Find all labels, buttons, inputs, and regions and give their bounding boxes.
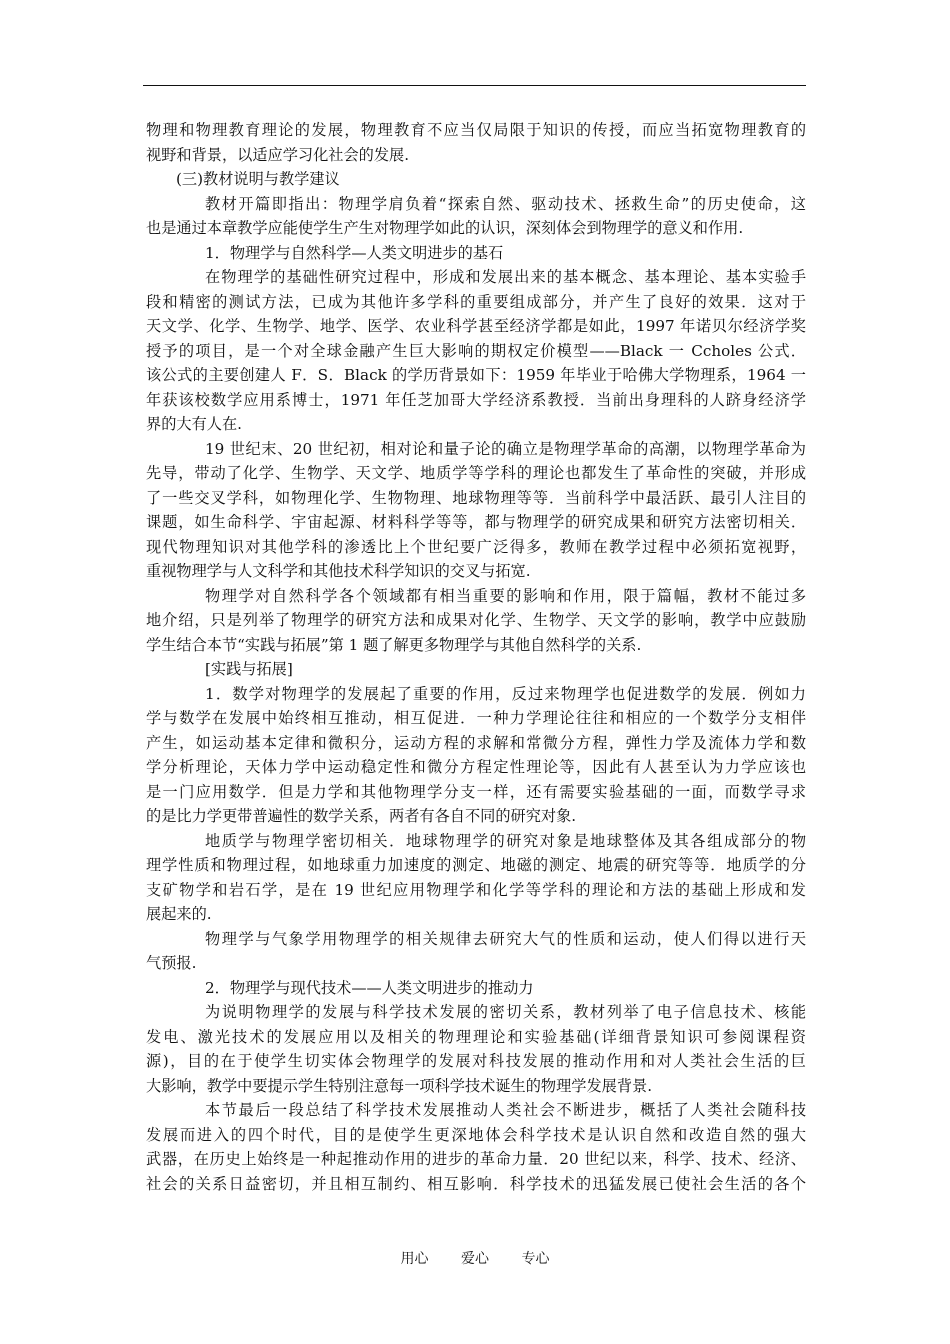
text-line: 大影响，教学中要提示学生特别注意每一项科学技术诞生的物理学发展背景. [146,1076,653,1095]
paragraph [146,1098,806,1196]
paragraph [146,167,806,192]
text-line: 地介绍，只是列举了物理学的研究方法和成果对化学、生物学、天文学的影响，教学中应鼓励 [146,611,806,629]
text-line: 在物理学的基础性研究过程中，形成和发展出来的基本概念、基本理论、基本实验手 [205,268,806,286]
text-line: 产生，如运动基本定律和微积分，运动方程的求解和常微分方程，弹性力学及流体力学和数 [146,733,806,752]
text-line: 发展而进入的四个时代，目的是使学生更深地体会科学技术是认识自然和改造自然的强大 [146,1125,806,1144]
text-line: 学生结合本节“实践与拓展”第 1 题了解更多物理学与其他自然科学的关系. [146,635,642,654]
text-line: 社会的关系日益密切，并且相互制约、相互影响．科学技术的迅猛发展已使社会生活的各个 [146,1174,806,1193]
text-line: 的是比力学更带普遍性的数学关系，两者有各自不同的研究对象. [146,807,577,825]
page-footer [0,1248,950,1268]
text-line: 武器，在历史上始终是一种起推动作用的进步的革命力量．20 世纪以来，科学、技术、经济、 [146,1150,806,1168]
paragraph [146,118,806,167]
text-line: 也是通过本章教学应能使学生产生对物理学如此的认识，深刻体会到物理学的意义和作用. [146,219,744,237]
text-line: [实践与拓展] [205,660,293,678]
paragraph [146,192,806,241]
text-line: 物理和物理教育理论的发展，物理教育不应当仅局限于知识的传授，而应当拓宽物理教育的 [146,121,806,139]
paragraph [146,976,806,1001]
paragraph [146,1000,806,1098]
text-line: 2．物理学与现代技术——人类文明进步的推动力 [205,978,534,997]
text-line: 课题，如生命科学、宇宙起源、材料科学等等，都与物理学的研究成果和研究方法密切相关． [146,513,806,531]
text-line: 教材开篇即指出：物理学肩负着“探索自然、驱动技术、拯救生命”的历史使命，这 [205,194,806,213]
text-line: 天文学、化学、生物学、地学、医学、农业科学甚至经济学都是如此，1997 年诺贝尔经济学奖 [146,317,806,335]
text-line: 气预报. [146,954,197,972]
text-line: 先导，带动了化学、生物学、天文学、地质学等学科的理论也都发生了革命性的突破，并形成 [146,464,806,482]
paragraph [146,682,806,829]
paragraph [146,584,806,658]
text-line: 界的大有人在. [146,415,242,433]
text-line: 展起来的. [146,905,212,923]
text-line: 理学性质和物理过程，如地球重力加速度的测定、地磁的测定、地震的研究等等．地质学的分 [146,856,806,874]
text-line: (三)教材说明与教学建议 [176,170,340,188]
footer-word: 专心 [521,1251,550,1267]
text-line: 重视物理学与人文科学和其他技术科学知识的交叉与拓宽. [146,562,531,580]
text-line: 学分析理论，天体力学中运动稳定性和微分方程定性理论等，因此有人甚至认为力学应该也 [146,758,806,776]
text-line: 1．数学对物理学的发展起了重要的作用，反过来物理学也促进数学的发展．例如力 [205,684,806,703]
text-line: 本节最后一段总结了科学技术发展推动人类社会不断进步，概括了人类社会随科技 [205,1101,806,1119]
text-line: 为说明物理学的发展与科学技术发展的密切关系，教材列举了电子信息技术、核能 [205,1003,806,1021]
text-line: 现代物理知识对其他学科的渗透比上个世纪要广泛得多，教师在教学过程中必须拓宽视野， [146,537,806,556]
paragraph [146,657,806,682]
paragraph [146,927,806,976]
body-text [146,118,806,1196]
text-line: 地质学与物理学密切相关．地球物理学的研究对象是地球整体及其各组成部分的物 [205,831,806,850]
text-line: 物理学对自然科学各个领域都有相当重要的影响和作用，限于篇幅，教材不能过多 [205,586,806,605]
paragraph [146,829,806,927]
header-rule [143,85,806,86]
text-line: 学与数学在发展中始终相互推动，相互促进．一种力学理论往往和相应的一个数学分支相伴 [146,709,806,727]
footer-word: 用心 [400,1251,429,1267]
text-line: 授予的项目，是一个对全球金融产生巨大影响的期权定价模型——Black 一 Ccholes 公式． [146,341,806,360]
text-line: 1．物理学与自然科学—人类文明进步的基石 [205,243,504,262]
text-line: 了一些交叉学科，如物理化学、生物物理、地球物理等等．当前科学中最活跃、最引人注目的 [146,488,806,507]
text-line: 物理学与气象学用物理学的相关规律去研究大气的性质和运动，使人们得以进行天 [205,929,806,948]
text-line: 段和精密的测试方法，已成为其他许多学科的重要组成部分，并产生了良好的效果．这对于 [146,292,806,311]
footer-word: 爱心 [461,1251,489,1267]
paragraph [146,265,806,437]
text-line: 是一门应用数学．但是力学和其他物理学分支一样，还有需要实验基础的一面，而数学寻求 [146,782,806,801]
text-line: 该公式的主要创建人 F．S．Black 的学历背景如下：1959 年毕业于哈佛大学物理系，1964 一 [146,366,806,384]
paragraph [146,437,806,584]
text-line: 年获该校数学应用系博士，1971 年任芝加哥大学经济系教授．当前出身理科的人跻身经济学 [146,390,806,409]
paragraph [146,241,806,266]
text-line: 19 世纪末、20 世纪初，相对论和量子论的确立是物理学革命的高潮，以物理学革命为 [205,439,806,458]
text-line: 支矿物学和岩石学，是在 19 世纪应用物理学和化学等学科的理论和方法的基础上形成和发 [146,880,806,899]
text-line: 源)，目的在于使学生切实体会物理学的发展对科技发展的推动作用和对人类社会生活的巨 [146,1052,806,1070]
text-line: 发电、激光技术的发展应用以及相关的物理理论和实验基础(详细背景知识可参阅课程资 [146,1027,806,1046]
text-line: 视野和背景，以适应学习化社会的发展. [146,145,410,164]
